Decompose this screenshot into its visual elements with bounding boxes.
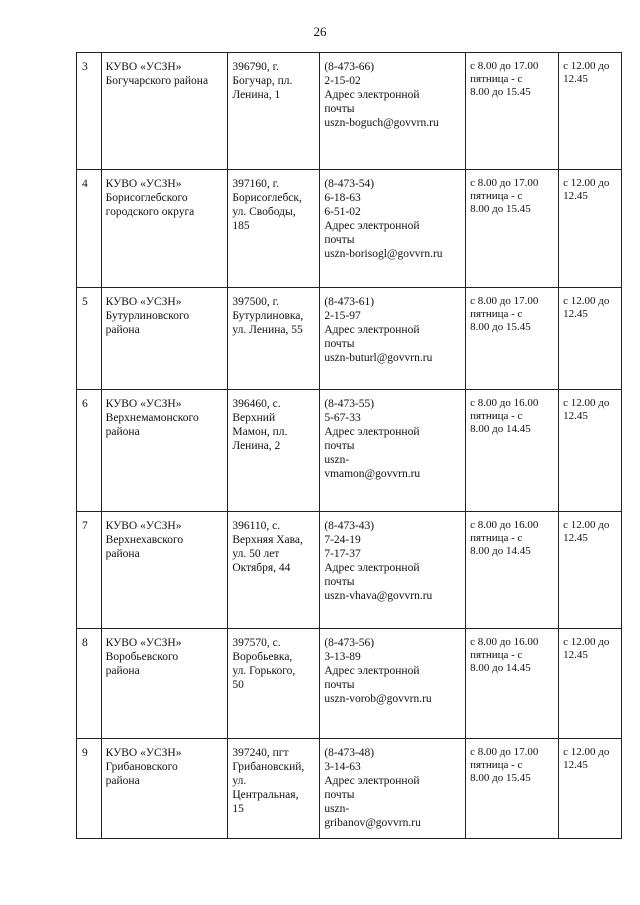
organization-cell: КУВО «УСЗН» Борисоглебского городского округа <box>101 170 228 288</box>
row-number-cell: 9 <box>77 739 102 839</box>
row-number-cell: 3 <box>77 53 102 170</box>
address-cell: 397500, г. Бутурлиновка, ул. Ленина, 55 <box>228 288 320 390</box>
address-cell: 397240, пгт Грибановский, ул. Центральная, 15 <box>228 739 320 839</box>
organization-cell: КУВО «УСЗН» Бутурлиновского района <box>101 288 228 390</box>
lunch-break-cell: с 12.00 до 12.45 <box>559 739 622 839</box>
page-number: 26 <box>313 24 327 39</box>
organization-cell: КУВО «УСЗН» Верхнемамонского района <box>101 390 228 512</box>
lunch-break-cell: с 12.00 до 12.45 <box>559 288 622 390</box>
schedule-cell: с 8.00 до 17.00 пятница - с 8.00 до 15.45 <box>466 288 559 390</box>
address-cell: 397160, г. Борисоглебск, ул. Свободы, 185 <box>228 170 320 288</box>
organization-cell: КУВО «УСЗН» Воробьевского района <box>101 629 228 739</box>
row-number-cell: 7 <box>77 512 102 629</box>
lunch-break-cell: с 12.00 до 12.45 <box>559 390 622 512</box>
contacts-cell: (8-473-48) 3-14-63 Адрес электронной почты uszn- gribanov@govvrn.ru <box>320 739 466 839</box>
table-row <box>77 629 622 739</box>
contacts-cell: (8-473-61) 2-15-97 Адрес электронной почты uszn-buturl@govvrn.ru <box>320 288 466 390</box>
address-cell: 396110, с. Верхняя Хава, ул. 50 лет Октября, 44 <box>228 512 320 629</box>
row-number-cell: 5 <box>77 288 102 390</box>
contacts-cell: (8-473-56) 3-13-89 Адрес электронной почты uszn-vorob@govvrn.ru <box>320 629 466 739</box>
contacts-cell: (8-473-54) 6-18-63 6-51-02 Адрес электронной почты uszn-borisogl@govvrn.ru <box>320 170 466 288</box>
table-row <box>77 53 622 170</box>
row-number-cell: 4 <box>77 170 102 288</box>
address-cell: 396790, г. Богучар, пл. Ленина, 1 <box>228 53 320 170</box>
organization-cell: КУВО «УСЗН» Верхнехавского района <box>101 512 228 629</box>
organization-cell: КУВО «УСЗН» Богучарского района <box>101 53 228 170</box>
table-row <box>77 512 622 629</box>
offices-table <box>76 52 622 839</box>
lunch-break-cell: с 12.00 до 12.45 <box>559 629 622 739</box>
organization-cell: КУВО «УСЗН» Грибановского района <box>101 739 228 839</box>
table-row <box>77 390 622 512</box>
table-row <box>77 739 622 839</box>
address-cell: 397570, с. Воробьевка, ул. Горького, 50 <box>228 629 320 739</box>
row-number-cell: 8 <box>77 629 102 739</box>
address-cell: 396460, с. Верхний Мамон, пл. Ленина, 2 <box>228 390 320 512</box>
schedule-cell: с 8.00 до 17.00 пятница - с 8.00 до 15.45 <box>466 170 559 288</box>
schedule-cell: с 8.00 до 17.00 пятница - с 8.00 до 15.45 <box>466 739 559 839</box>
schedule-cell: с 8.00 до 16.00 пятница - с 8.00 до 14.45 <box>466 512 559 629</box>
table-row <box>77 170 622 288</box>
table-row <box>77 288 622 390</box>
lunch-break-cell: с 12.00 до 12.45 <box>559 512 622 629</box>
schedule-cell: с 8.00 до 17.00 пятница - с 8.00 до 15.45 <box>466 53 559 170</box>
schedule-cell: с 8.00 до 16.00 пятница - с 8.00 до 14.45 <box>466 629 559 739</box>
lunch-break-cell: с 12.00 до 12.45 <box>559 53 622 170</box>
schedule-cell: с 8.00 до 16.00 пятница - с 8.00 до 14.45 <box>466 390 559 512</box>
contacts-cell: (8-473-43) 7-24-19 7-17-37 Адрес электронной почты uszn-vhava@govvrn.ru <box>320 512 466 629</box>
contacts-cell: (8-473-55) 5-67-33 Адрес электронной почты uszn- vmamon@govvrn.ru <box>320 390 466 512</box>
contacts-cell: (8-473-66) 2-15-02 Адрес электронной почты uszn-boguch@govvrn.ru <box>320 53 466 170</box>
row-number-cell: 6 <box>77 390 102 512</box>
lunch-break-cell: с 12.00 до 12.45 <box>559 170 622 288</box>
